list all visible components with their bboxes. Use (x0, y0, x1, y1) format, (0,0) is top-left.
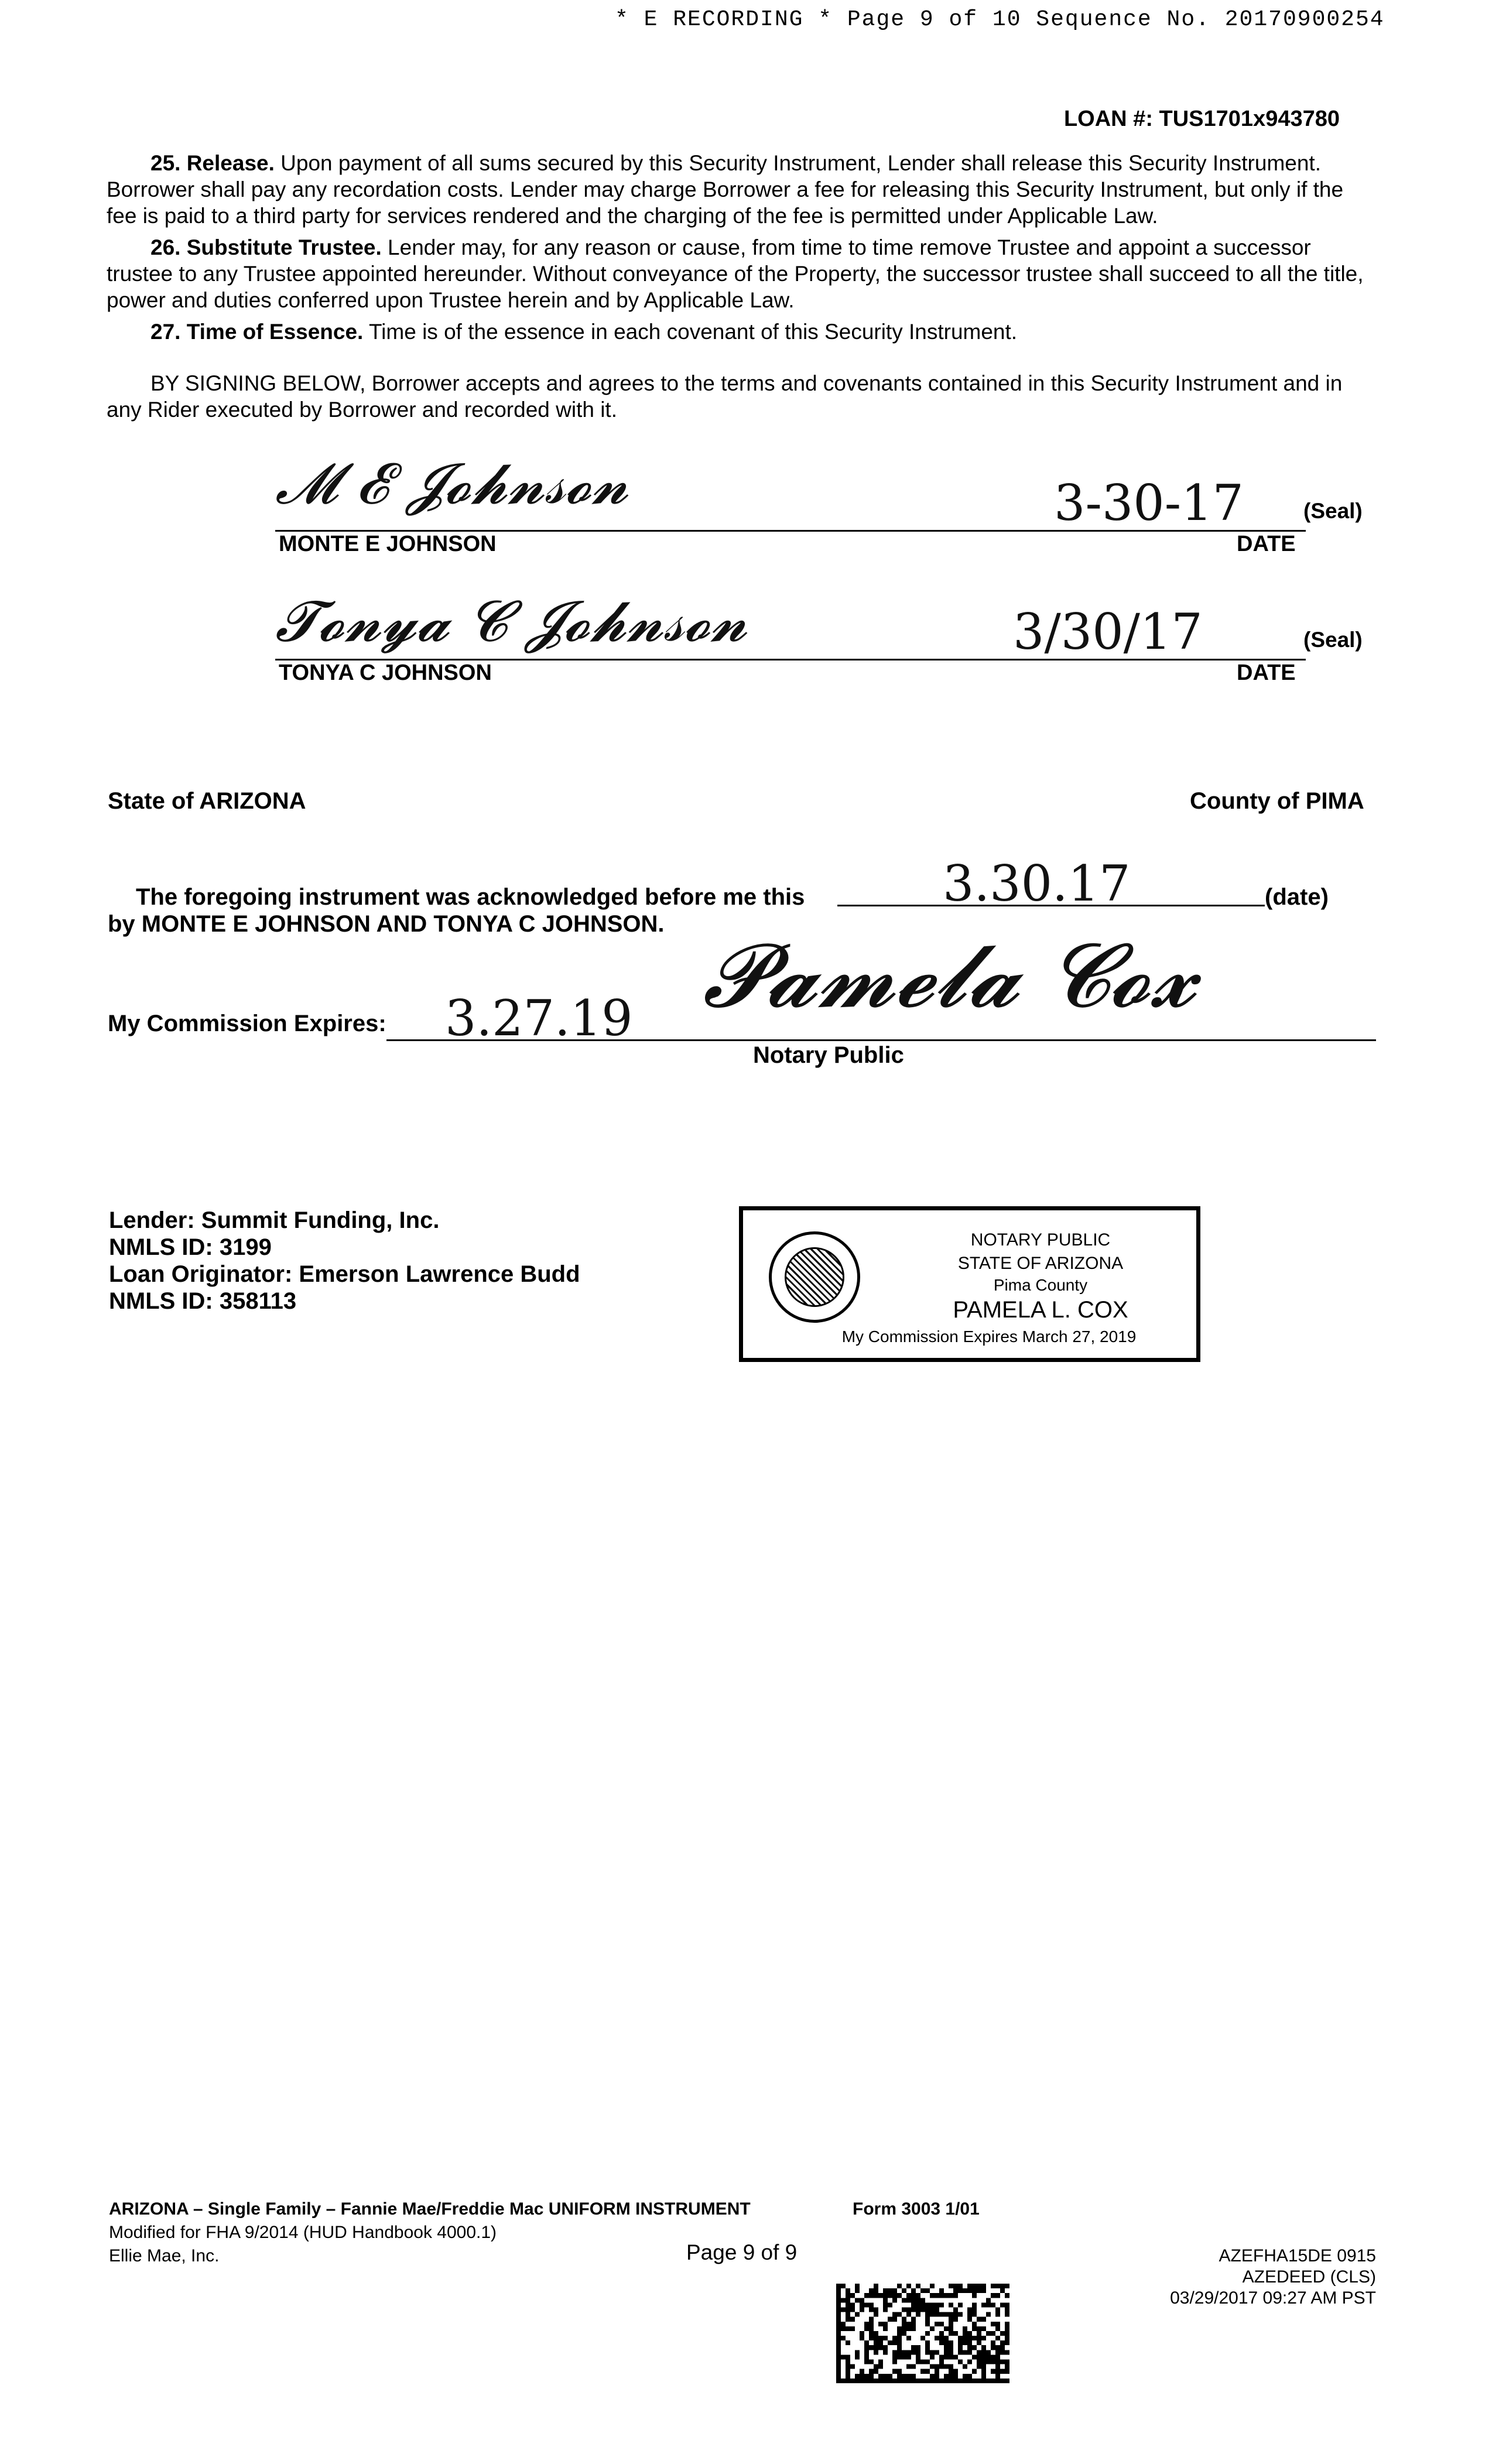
seal-label: (Seal) (1303, 628, 1363, 652)
barcode-icon (836, 2284, 1009, 2383)
footer-page-number: Page 9 of 9 (686, 2240, 798, 2264)
originator-nmls-id: NMLS ID: 358113 (109, 1288, 297, 1314)
paragraph-number: 25. Release. (150, 151, 275, 175)
footer-deed-code: AZEDEED (CLS) (1242, 2267, 1376, 2287)
acknowledgment-handwritten-date: 3.30.17 (943, 855, 1131, 912)
stamp-notary-name: PAMELA L. COX (953, 1297, 1128, 1323)
notary-public-label: Notary Public (753, 1042, 904, 1068)
acknowledgment-text: The foregoing instrument was acknowledged before me this (136, 884, 805, 910)
borrower-1-signature: 𝓜 𝓔 𝓙𝓸𝓱𝓷𝓈𝓸𝓷 (275, 451, 629, 516)
borrower-2-signature: 𝓣𝓸𝓷𝔂𝓪 𝓒 𝓙𝓸𝓱𝓷𝓈𝓸𝓷 (275, 588, 748, 654)
borrower-2-handwritten-date: 3/30/17 (1013, 603, 1203, 661)
commission-handwritten-date: 3.27.19 (445, 990, 633, 1047)
notary-signature-line (386, 1039, 1376, 1041)
commission-expires-label: My Commission Expires: (108, 1011, 386, 1036)
stamp-expiration: My Commission Expires March 27, 2019 (841, 1327, 1137, 1346)
borrower-2-name: TONYA C JOHNSON (279, 661, 492, 685)
lender-name: Lender: Summit Funding, Inc. (109, 1207, 440, 1233)
footer-modified: Modified for FHA 9/2014 (HUD Handbook 4000.1) (109, 2223, 497, 2242)
county-label: County of PIMA (1190, 788, 1364, 814)
footer-company: Ellie Mae, Inc. (109, 2246, 220, 2265)
paragraph-release (107, 150, 1371, 229)
paragraph-text: Lender may, for any reason or cause, from time to time remove Trustee and appoint a successor trustee to any Trustee appointed hereunder. Without conveyance of the Property, the successor trustee shall succeed to all the title, power and duties conferred upon Trustee herein and by Applicable Law. (107, 235, 1364, 312)
borrower-1-name: MONTE E JOHNSON (279, 532, 497, 556)
paragraph-text: Time is of the essence in each covenant of this Security Instrument. (363, 320, 1018, 344)
date-label: DATE (1237, 532, 1296, 556)
loan-originator: Loan Originator: Emerson Lawrence Budd (109, 1261, 580, 1287)
notary-stamp (739, 1206, 1200, 1362)
signing-statement (107, 370, 1371, 423)
loan-number: LOAN #: TUS1701x943780 (1063, 107, 1340, 131)
footer-form-code: AZEFHA15DE 0915 (1219, 2246, 1376, 2265)
stamp-county: Pima County (993, 1276, 1088, 1294)
lender-nmls-id: NMLS ID: 3199 (109, 1234, 272, 1260)
date-label: DATE (1237, 661, 1296, 685)
paragraph-number: 26. Substitute Trustee. (150, 235, 382, 259)
state-seal-icon (769, 1231, 860, 1323)
acknowledgment-date-line (837, 905, 1265, 906)
paragraph-substitute-trustee (107, 234, 1371, 313)
seal-label: (Seal) (1303, 499, 1363, 523)
borrower-1-handwritten-date: 3-30-17 (1054, 474, 1244, 532)
stamp-title: NOTARY PUBLIC (970, 1230, 1111, 1250)
stamp-state: STATE OF ARIZONA (957, 1254, 1124, 1273)
signing-statement-text: BY SIGNING BELOW, Borrower accepts and agrees to the terms and covenants contained in this Security Instrument and in any Rider executed by Borrower and recorded with it. (107, 371, 1343, 422)
state-label: State of ARIZONA (108, 788, 306, 814)
paragraph-text: Upon payment of all sums secured by this Security Instrument, Lender shall release this Security Instrument. Borrower shall pay any recordation costs. Lender may charge Borrower a fee for releasing this Security Instrument, but only if the fee is paid to a third party for services rendered and the charging of the fee is permitted under Applicable Law. (107, 151, 1344, 228)
recording-header: * E RECORDING * Page 9 of 10 Sequence No. 20170900254 (615, 7, 1385, 32)
paragraph-number: 27. Time of Essence. (150, 320, 364, 344)
footer-timestamp: 03/29/2017 09:27 AM PST (1170, 2288, 1376, 2308)
acknowledgment-by: by MONTE E JOHNSON AND TONYA C JOHNSON. (108, 911, 665, 937)
acknowledgment-date-label: (date) (1265, 884, 1329, 910)
notary-signature: 𝓟𝓪𝓶𝓮𝓵𝓪 𝓒𝓸𝔁 (703, 925, 1197, 1027)
footer-form-line: ARIZONA – Single Family – Fannie Mae/Freddie Mac UNIFORM INSTRUMENT (109, 2199, 751, 2219)
footer-form-number: Form 3003 1/01 (853, 2199, 980, 2219)
paragraph-time-of-essence (107, 319, 1371, 345)
